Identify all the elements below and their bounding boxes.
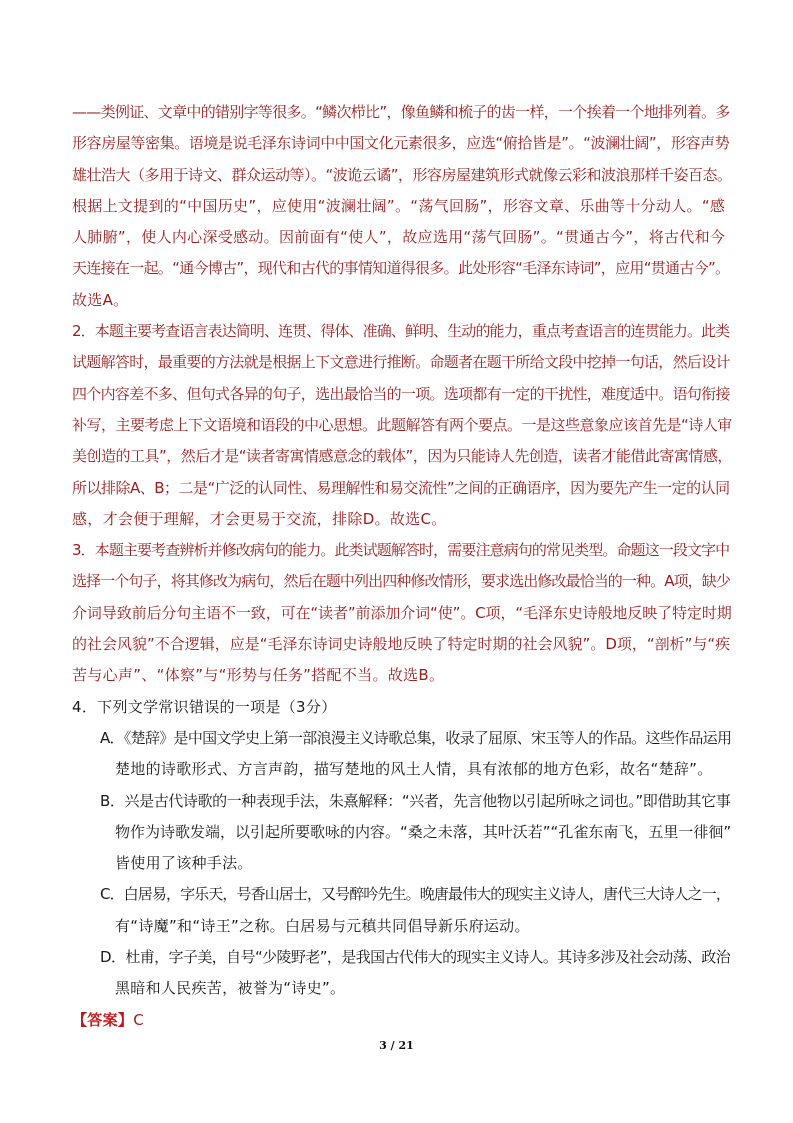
explanation-line: 四个内容差不多、但句式各异的句子，选出最恰当的一项。选项都有一定的干扰性，难度适中。语句衔接: [72, 384, 730, 403]
answer-label: 【答案】: [72, 1010, 134, 1029]
explanation-line: 故选A。: [72, 290, 129, 309]
explanation-line: 根据上文提到的“中国历史”，应使用“波澜壮阔”。“荡气回肠”，形容文章、乐曲等十分动人。“感: [72, 196, 726, 215]
explanation-line: 美创造的工具”，然后才是“读者寄寓情感意念的载体”，因为只能诗人先创造，读者才能借此寄寓情感，: [72, 447, 732, 466]
explanation-line: 天连接在一起。“通今博古”，现代和古代的事情知道得很多。此处形容“毛泽东诗词”，应用“贯通古今”。: [72, 259, 730, 278]
explanation-line: 2．本题主要考查语言表达简明、连贯、得体、准确、鲜明、生动的能力，重点考查语言的连贯能力。此类: [72, 322, 730, 341]
question-option-b: B．兴是古代诗歌的一种表现手法，朱熹解释：“兴者，先言他物以引起所咏之词也。”即借助其它事: [100, 791, 731, 810]
explanation-block: [72, 97, 732, 692]
question-option-continuation: 楚地的诗歌形式、方言声韵，描写楚地的风土人情，具有浓郁的地方色彩，故名“楚辞”。: [115, 760, 713, 779]
question-option-continuation: 有“诗魔”和“诗王”之称。白居易与元稹共同倡导新乐府运动。: [115, 916, 530, 935]
explanation-line: 感，才会便于理解，才会更易于交流，排除D。故选C。: [72, 509, 447, 528]
question-option-d: D．杜甫，字子美，自号“少陵野老”，是我国古代伟大的现实主义诗人。其诗多涉及社会动荡、政治: [100, 948, 731, 967]
explanation-line: 形容房屋等密集。语境是说毛泽东诗词中中国文化元素很多，应选“俯拾皆是”。“波澜壮阔”，形容声势: [72, 134, 730, 153]
explanation-line: ——类例证、文章中的错别字等很多。“鳞次栉比”，像鱼鳞和梳子的齿一样，一个挨着一个地排列着。多: [72, 103, 730, 121]
explanation-line: 苦与心声”、“体察”与“形势与任务”搭配不当。故选B。: [72, 666, 445, 685]
question-option-continuation: 黑暗和人民疾苦，被誉为“诗史”。: [115, 979, 346, 998]
explanation-line: 雄壮浩大（多用于诗文、群众运动等）。“波诡云谲”，形容房屋建筑形式就像云彩和波浪那样千姿百态。: [72, 165, 732, 184]
explanation-line: 介词导致前后分句主语不一致，可在“读者”前添加介词“使”。C项，“毛泽东史诗般地反映了特定时期: [72, 603, 732, 622]
question-stem: 4．下列文学常识错误的一项是（3分）: [72, 697, 337, 716]
page-content: [72, 97, 732, 1036]
question-option-c: C．白居易，字乐天，号香山居士，又号醉吟先生。晚唐最伟大的现实主义诗人，唐代三大诗人之一，: [100, 885, 730, 904]
explanation-line: 试题解答时，最重要的方法就是根据上下文意进行推断。命题者在题干所给文段中挖掉一句话，然后设计: [72, 353, 730, 372]
explanation-line: 人肺腑”，使人内心深受感动。因前面有“使人”，故应选用“荡气回肠”。“贯通古今”，将古代和今: [72, 228, 726, 247]
explanation-line: 的社会风貌”不合逻辑，应是“毛泽东诗词史诗般地反映了特定时期的社会风貌”。D项，“剖析”与“疾: [72, 635, 731, 654]
page-number: 3 / 21: [379, 1039, 414, 1052]
explanation-line: 3．本题主要考查辨析并修改病句的能力。此类试题解答时，需要注意病句的常见类型。命题这一段文字中: [72, 541, 730, 560]
explanation-line: 所以排除A、B；二是“广泛的认同性、易理解性和易交流性”之间的正确语序，因为要先产生一定的认同: [72, 478, 730, 497]
question-block: [72, 692, 732, 1005]
answer-value: C: [133, 1010, 144, 1029]
question-option-continuation: 皆使用了该种手法。: [115, 854, 253, 873]
explanation-line: 选择一个句子，将其修改为病句，然后在题中列出四种修改情形，要求选出修改最恰当的一种。A项，缺少: [72, 572, 730, 591]
answer-line: [72, 1005, 732, 1036]
explanation-line: 补写，主要考虑上下文语境和语段的中心思想。此题解答有两个要点。一是这些意象应该首先是“诗人审: [72, 415, 732, 434]
question-option-continuation: 物作为诗歌发端，以引起所要歌咏的内容。“桑之未落，其叶沃若”“孔雀东南飞，五里一徘徊”: [115, 822, 732, 841]
question-option-a: A．《楚辞》是中国文学史上第一部浪漫主义诗歌总集，收录了屈原、宋玉等人的作品。这些作品运用: [100, 728, 732, 747]
